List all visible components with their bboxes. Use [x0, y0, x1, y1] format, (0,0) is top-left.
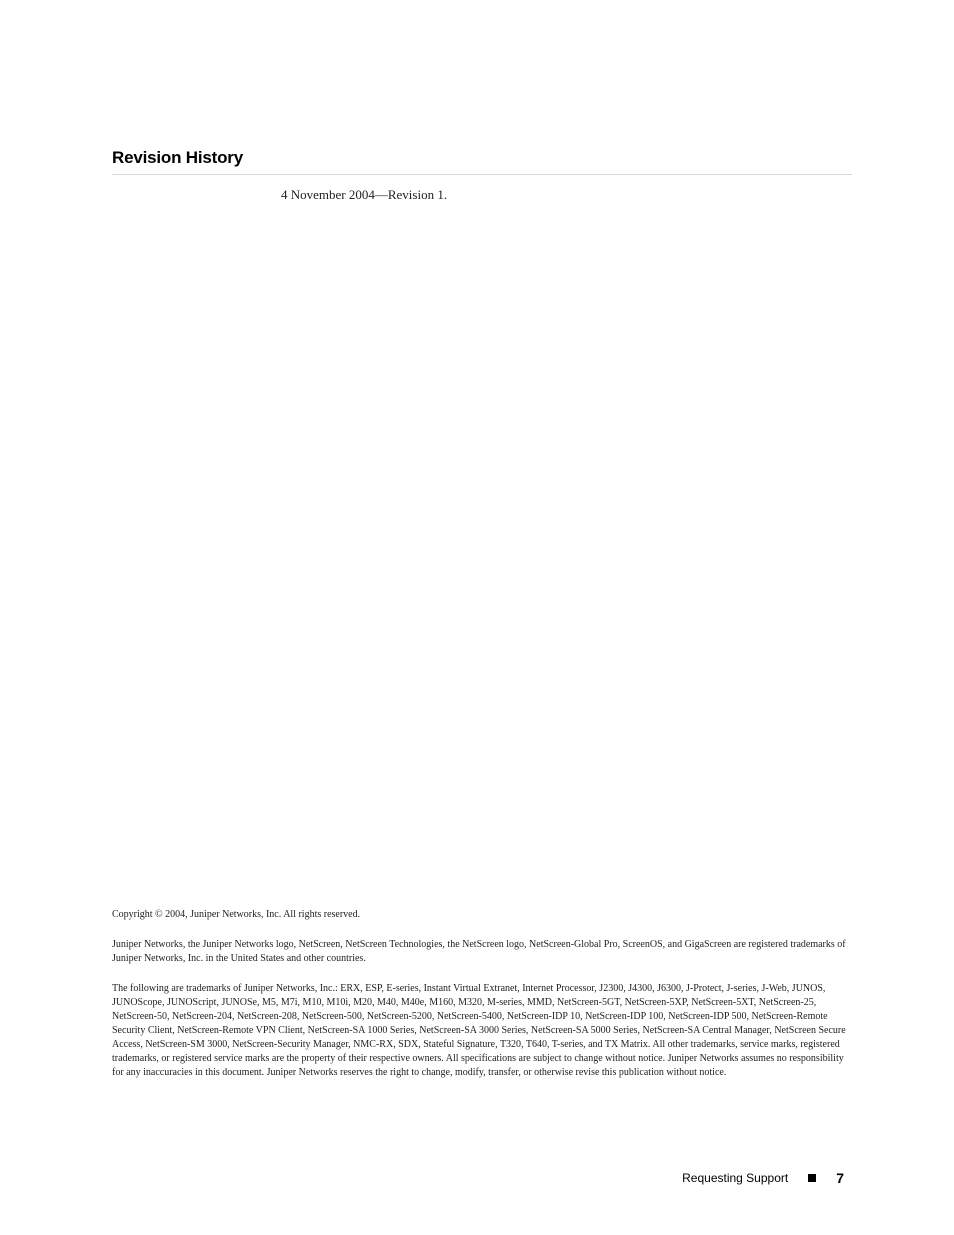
- footer-separator-square: [808, 1174, 816, 1182]
- revision-entry: 4 November 2004—Revision 1.: [281, 187, 448, 202]
- copyright-text: Copyright © 2004, Juniper Networks, Inc. All rights reserved.: [112, 909, 361, 920]
- page-footer: [682, 1170, 844, 1186]
- registered-trademarks-text: Juniper Networks, the Juniper Networks logo, NetScreen, NetScreen Technologies, the NetScreen logo, NetScreen-Global Pro, ScreenOS, and GigaScreen are registered trademarks of Juniper Networks, Inc. in the United States and other countries.: [112, 939, 846, 964]
- legal-notice: [112, 908, 852, 1096]
- title-divider: [112, 174, 852, 175]
- footer-section-title: Requesting Support: [682, 1171, 789, 1185]
- page-number: 7: [836, 1170, 844, 1186]
- page-title: Revision History: [112, 148, 243, 167]
- trademarks-text: The following are trademarks of Juniper Networks, Inc.: ERX, ESP, E-series, Instant Virtual Extranet, Internet Processor, J2300, J4300, J6300, J-Protect, J-series, J-Web, JUNOS, JUNOScope, JUNOScript, JUNOSe, M5, M7i, M10, M10i, M20, M40, M40e, M160, M320, M-series, MMD, NetScreen-5GT, NetScreen-5XP, NetScreen-5XT, NetScreen-25, NetScreen-50, NetScreen-204, NetScreen-208, NetScreen-500, NetScreen-5200, NetScreen-5400, NetScreen-IDP 10, NetScreen-IDP 100, NetScreen-IDP 500, NetScreen-Remote Security Client, NetScreen-Remote VPN Client, NetScreen-SA 1000 Series, NetScreen-SA 3000 Series, NetScreen-SA 5000 Series, NetScreen-SA Central Manager, NetScreen Secure Access, NetScreen-SM 3000, NetScreen-Security Manager, NMC-RX, SDX, Stateful Signature, T320, T640, T-series, and TX Matrix. All other trademarks, service marks, registered trademarks, or registered service marks are the property of their respective owners. All specifications are subject to change without notice. Juniper Networks assumes no responsibility for any inaccuracies in this document. Juniper Networks reserves the right to change, modify, transfer, or otherwise revise this publication without notice.: [112, 983, 846, 1078]
